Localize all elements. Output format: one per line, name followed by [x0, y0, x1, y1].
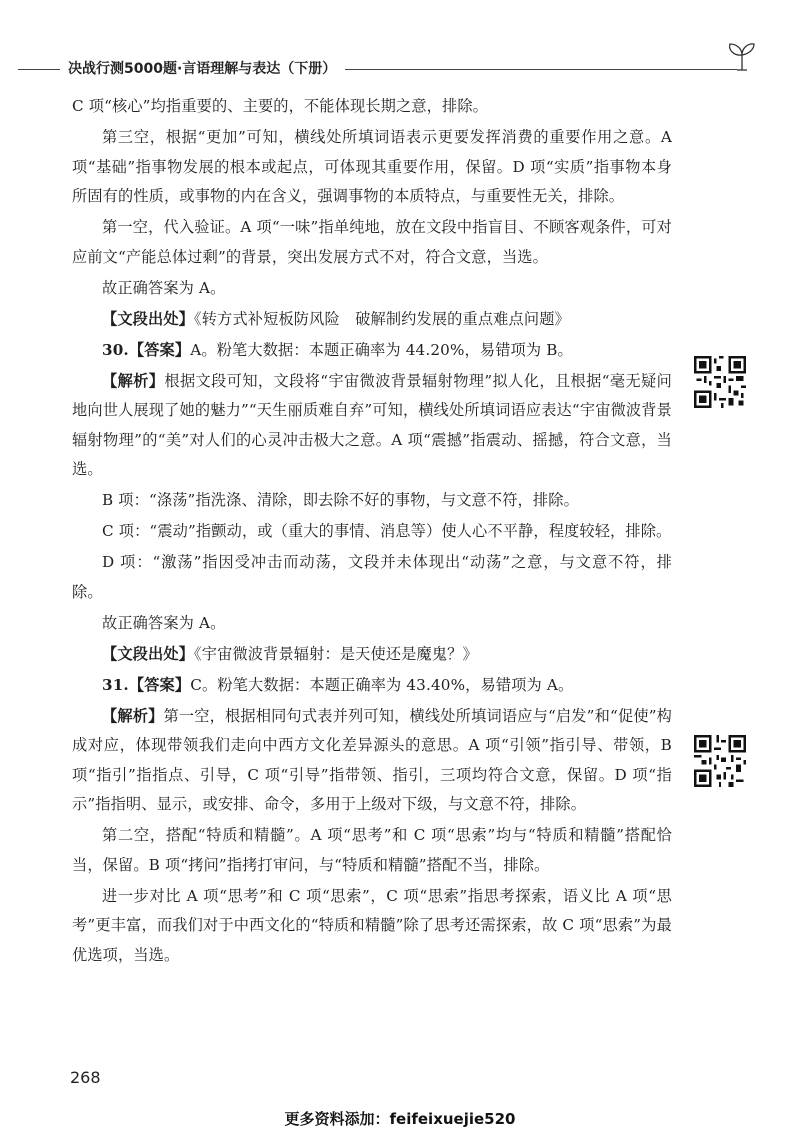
paragraph-tag: 【解析】	[102, 706, 164, 725]
header-rule-right	[345, 69, 737, 70]
qr-code-icon	[694, 356, 746, 408]
paragraph	[72, 821, 672, 880]
paragraph-tag: 31.【答案】	[102, 675, 191, 694]
book-title: 决战行测5000题·言语理解与表达（下册）	[68, 61, 337, 77]
paragraph-text: C 项“核心”均指重要的、主要的，不能体现长期之意，排除。	[72, 97, 489, 115]
leaf-sprout-icon	[722, 40, 762, 74]
paragraph-text: 第三空，根据“更加”可知，横线处所填词语表示更要发挥消费的重要作用之意。A 项“基础”指事物发展的根本或起点，可体现其重要作用，保留。D 项“实质”指事物本身所固有的性质，或事物的内在含义，强调事物的本质特点，与重要性无关，排除。	[72, 128, 672, 205]
paragraph	[72, 609, 672, 639]
paragraph-text: 《宇宙微波背景辐射：是天使还是魔鬼？》	[194, 644, 478, 663]
answer-explanation-body	[72, 92, 672, 972]
paragraph-text: D 项：“激荡”指因受冲击而动荡，文段并未体现出“动荡”之意，与文意不符，排除。	[72, 553, 672, 601]
paragraph	[72, 92, 672, 122]
paragraph-text: 第一空，代入验证。A 项“一味”指单纯地，放在文段中指盲目、不顾客观条件，可对应前文“产能总体过剩”的背景，突出发展方式不对，符合文意，当选。	[72, 218, 672, 266]
paragraph-tag: 【文段出处】	[102, 309, 195, 328]
paragraph	[72, 123, 672, 212]
header-rule-left	[18, 69, 60, 70]
paragraph	[72, 305, 672, 335]
paragraph	[72, 517, 672, 547]
paragraph-text: C。粉笔大数据：本题正确率为 43.40%，易错项为 A。	[190, 675, 574, 694]
paragraph-text: C 项：“震动”指颤动，或（重大的事情、消息等）使人心不平静，程度较轻，排除。	[102, 522, 672, 540]
footer-prefix: 更多资料添加：	[284, 1110, 390, 1128]
paragraph	[72, 702, 672, 820]
paragraph-text: 故正确答案为 A。	[102, 613, 226, 632]
paragraph-tag: 30.【答案】	[102, 340, 191, 359]
paragraph	[72, 671, 672, 701]
paragraph	[72, 213, 672, 272]
paragraph	[72, 548, 672, 607]
paragraph-tag: 【解析】	[102, 371, 165, 390]
page-number: 268	[70, 1068, 101, 1087]
paragraph	[72, 367, 672, 485]
paragraph-text: 根据文段可知，文段将“宇宙微波背景辐射物理”拟人化，且根据“毫无疑问地向世人展现了她的魅力”“天生丽质难自弃”可知，横线处所填词语应表达“宇宙微波背景辐射物理”的“美”对人们的心灵冲击极大之意。A 项“震撼”指震动、摇撼，符合文意，当选。	[72, 371, 672, 478]
footer-note	[0, 1108, 800, 1129]
paragraph-tag: 【文段出处】	[102, 644, 195, 663]
qr-code-icon	[694, 735, 746, 787]
paragraph-text: B 项：“涤荡”指洗涤、清除，即去除不好的事物，与文意不符，排除。	[102, 491, 579, 509]
paragraph	[72, 274, 672, 304]
paragraph-text: 进一步对比 A 项“思考”和 C 项“思索”，C 项“思索”指思考探索，语义比 A 项“思考”更丰富，而我们对于中西文化的“特质和精髓”除了思考还需探索，故 C 项“思索”为最优选项，当选。	[72, 886, 672, 964]
footer-handle: feifeixuejie520	[389, 1110, 516, 1128]
paragraph	[72, 882, 672, 971]
paragraph-text: 第二空，搭配“特质和精髓”。A 项“思考”和 C 项“思索”均与“特质和精髓”搭配恰当，保留。B 项“拷问”指拷打审问，与“特质和精髓”搭配不当，排除。	[72, 826, 672, 874]
paragraph-text: 故正确答案为 A。	[102, 278, 226, 297]
paragraph-text: 《转方式补短板防风险 破解制约发展的重点难点问题》	[194, 309, 570, 328]
paragraph	[72, 486, 672, 516]
paragraph	[72, 336, 672, 366]
paragraph-text: A。粉笔大数据：本题正确率为 44.20%，易错项为 B。	[190, 340, 573, 359]
running-header	[0, 40, 800, 80]
paragraph-text: 第一空，根据相同句式表并列可知，横线处所填词语应与“启发”和“促使”构成对应，体现带领我们走向中西方文化差异源头的意思。A 项“引领”指引导、带领，B 项“指引”指指点、引导，C 项“引导”指带领、指引，三项均符合文意，保留。D 项“指示”指指明、显示，或安排、命令，多用于上级对下级，与文意不符，排除。	[72, 706, 672, 813]
paragraph	[72, 640, 672, 670]
